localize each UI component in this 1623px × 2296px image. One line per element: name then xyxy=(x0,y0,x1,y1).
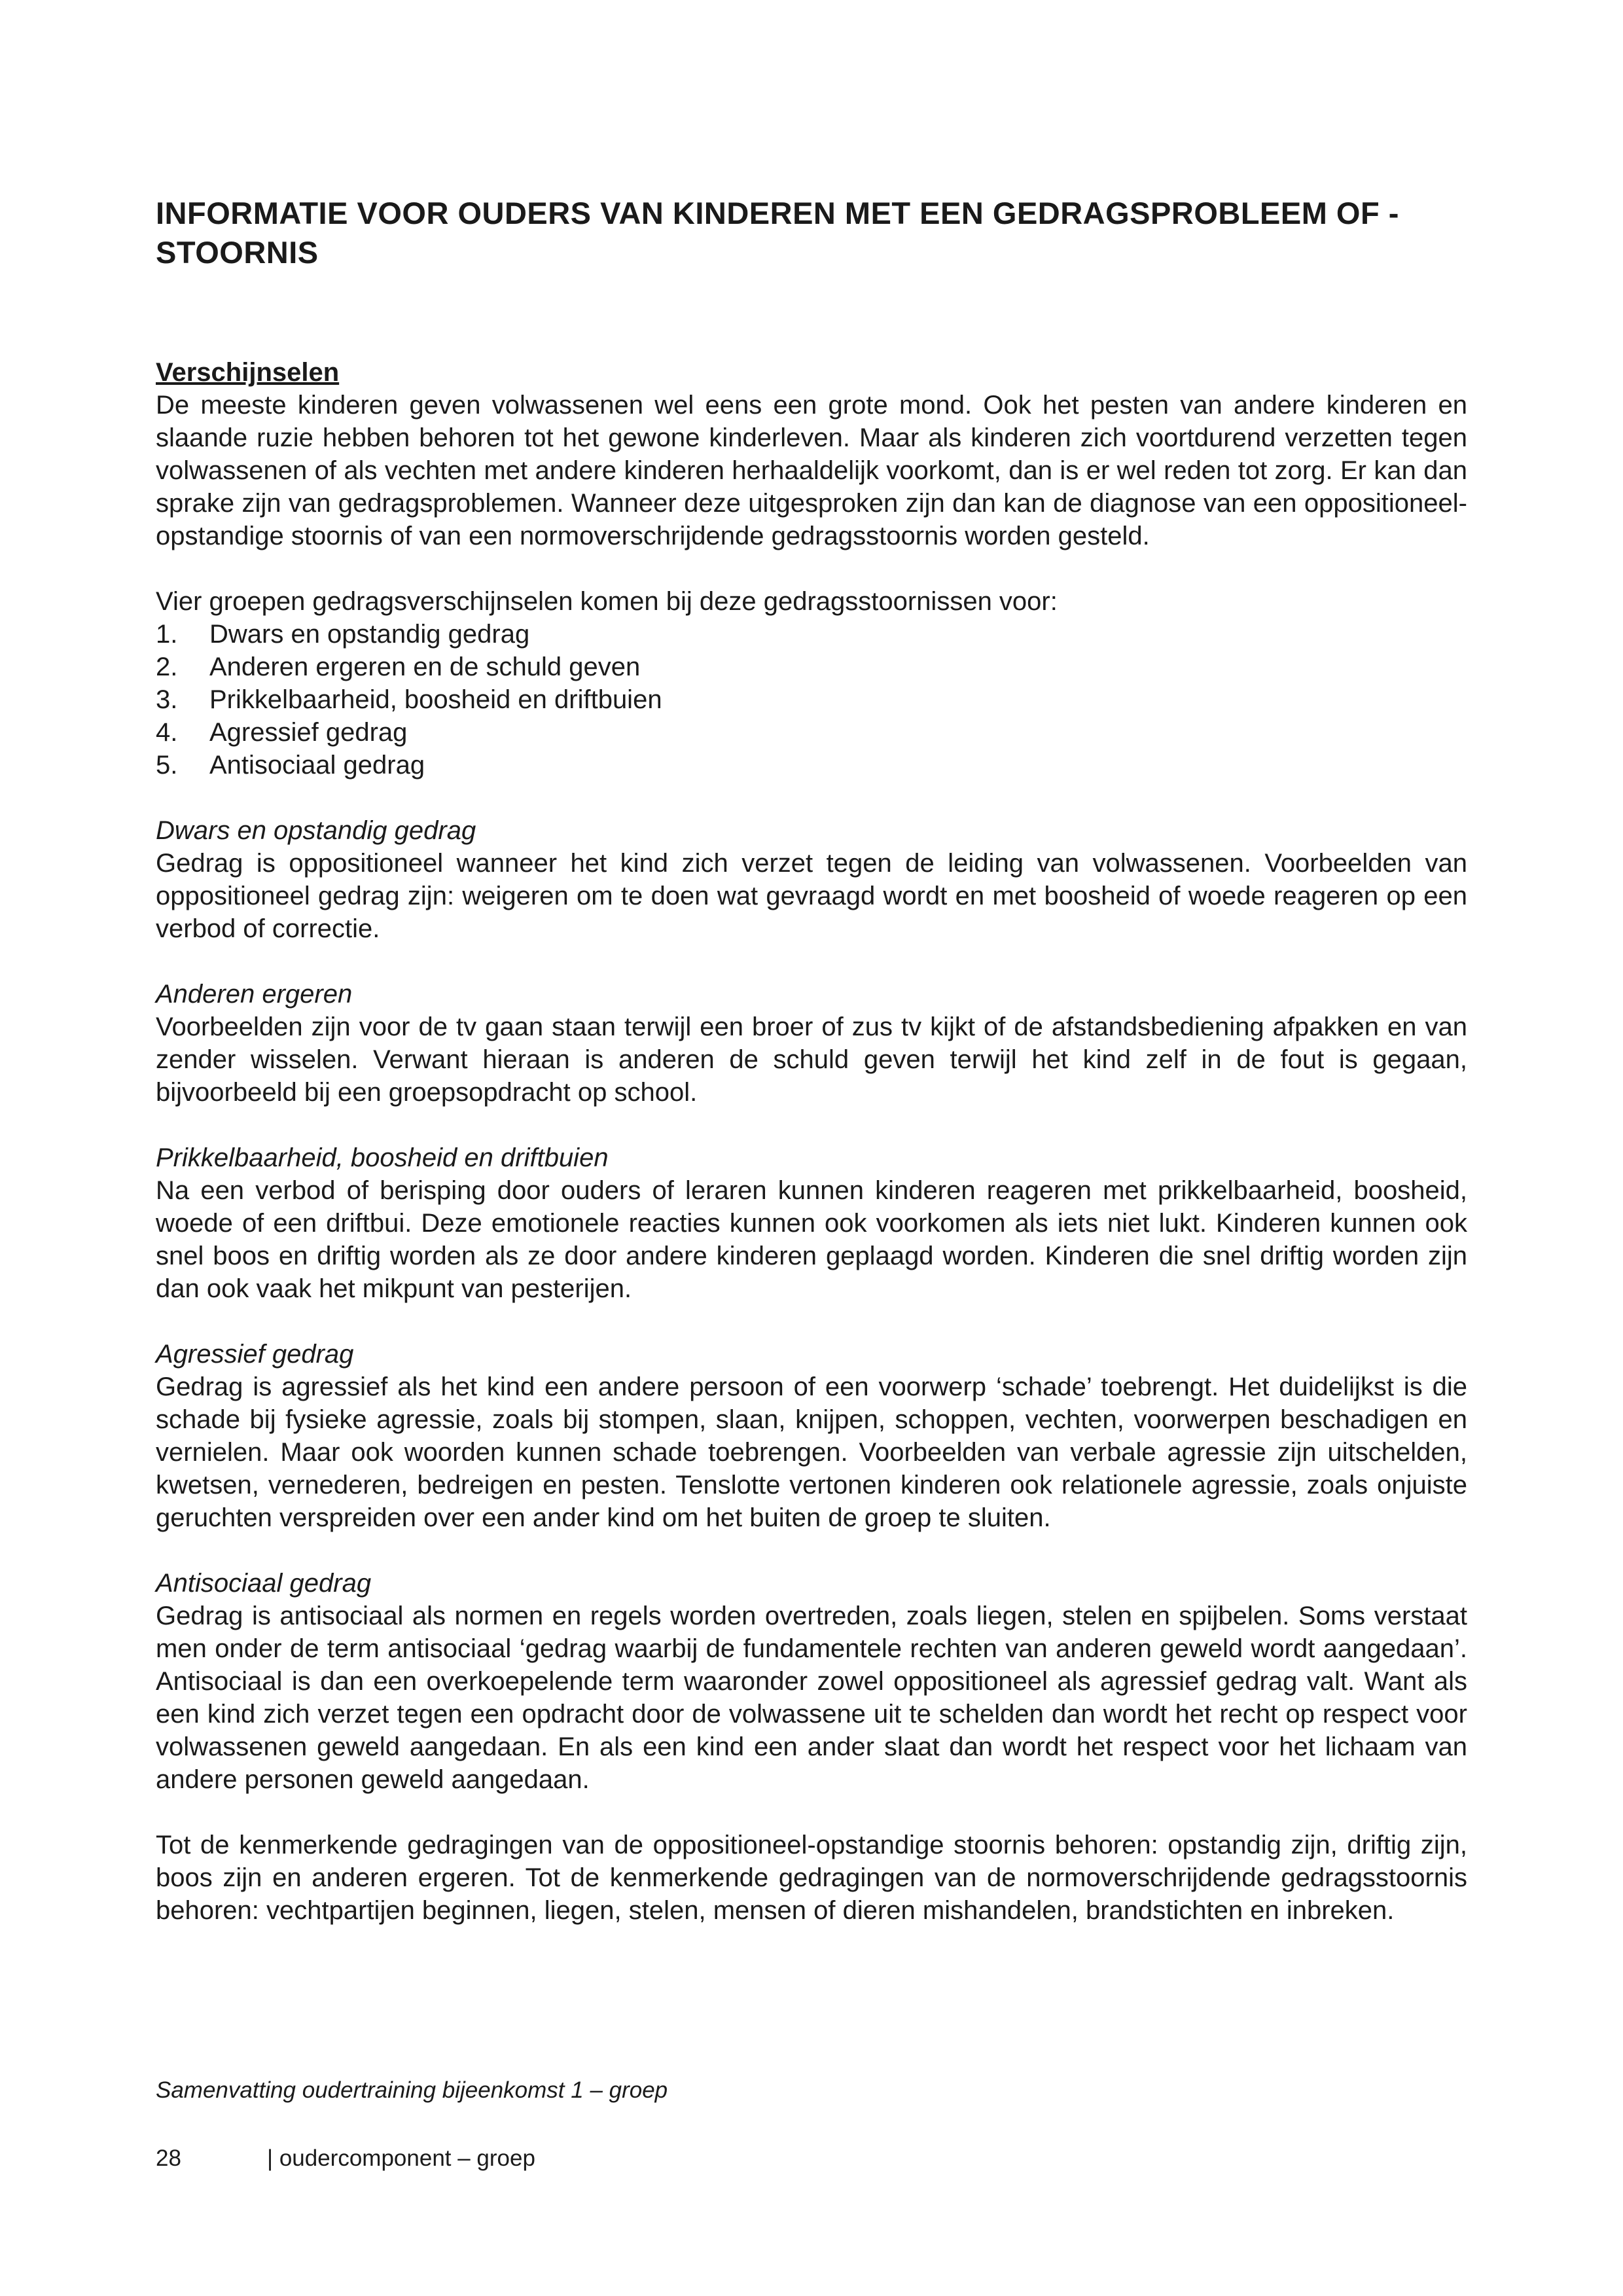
page-number: 28 xyxy=(156,2145,181,2171)
list-item-text: Dwars en opstandig gedrag xyxy=(209,620,530,649)
subsection-heading: Anderen ergeren xyxy=(156,980,353,1009)
list-item-number: 4. xyxy=(156,718,178,747)
subsection-body: Na een verbod of berisping door ouders of leraren kunnen kinderen reageren met prikkelbaarheid, boosheid, woede of een driftbui. Deze emotionele reacties kunnen ook voorkomen als iets niet lukt. Kinderen kunnen ook snel boos en driftig worden als ze door andere kinderen geplaagd worden. Kinderen die snel driftig worden zijn dan ook vaak het mikpunt van pesterijen. xyxy=(156,1176,1467,1303)
subsection-heading: Dwars en opstandig gedrag xyxy=(156,816,476,845)
subsection-antisociaal xyxy=(156,1567,1467,1796)
subsection-heading: Agressief gedrag xyxy=(156,1340,354,1369)
subsection-body: Voorbeelden zijn voor de tv gaan staan terwijl een broer of zus tv kijkt of de afstandsbediening afpakken en van zender wisselen. Verwant hieraan is anderen de schuld geven terwijl het kind zelf in de fout is gegaan, bijvoorbeeld bij een groepsopdracht op school. xyxy=(156,1013,1467,1107)
page-content xyxy=(156,194,1467,1927)
footer-section-label: | oudercomponent – groep xyxy=(267,2145,535,2171)
subsection-heading: Prikkelbaarheid, boosheid en driftbuien xyxy=(156,1143,609,1172)
list-item xyxy=(156,683,1467,716)
subsection-body: Gedrag is antisociaal als normen en regels worden overtreden, zoals liegen, stelen en spijbelen. Soms verstaat men onder de term antisociaal ‘gedrag waarbij de fundamentele rechten van anderen geweld wordt aangedaan’. Antisociaal is dan een overkoepelende term waaronder zowel oppositioneel als agressief gedrag valt. Want als een kind zich verzet tegen een opdracht door de volwassene uit te schelden dan wordt het recht op respect voor volwassenen geweld aangedaan. En als een kind een ander slaat dan wordt het respect voor het lichaam van andere personen geweld aangedaan. xyxy=(156,1602,1467,1794)
subsection-anderen-ergeren xyxy=(156,978,1467,1109)
subsection-heading: Antisociaal gedrag xyxy=(156,1569,372,1598)
closing-paragraph: Tot de kenmerkende gedragingen van de oppositioneel-opstandige stoornis behoren: opstandig zijn, driftig zijn, boos zijn en anderen ergeren. Tot de kenmerkende gedragingen van de normoverschrijdende gedragsstoornis behoren: vechtpartijen beginnen, liegen, stelen, mensen of dieren mishandelen, brandstichten en inbreken. xyxy=(156,1831,1467,1925)
list-item-number: 1. xyxy=(156,620,178,649)
list-item-number: 2. xyxy=(156,653,178,681)
document-body xyxy=(156,356,1467,1927)
list-item-number: 3. xyxy=(156,685,178,714)
subsection-body: Gedrag is agressief als het kind een andere persoon of een voorwerp ‘schade’ toebrengt. Het duidelijkst is die schade bij fysieke agressie, zoals bij stompen, slaan, knijpen, schoppen, vechten, voorwerpen beschadigen en vernielen. Maar ook woorden kunnen schade toebrengen. Voorbeelden van verbale agressie zijn uitschelden, kwetsen, vernederen, bedreigen en pesten. Tenslotte vertonen kinderen ook relationele agressie, zoals onjuiste geruchten verspreiden over een ander kind om het buiten de groep te sluiten. xyxy=(156,1372,1467,1532)
page-title: INFORMATIE VOOR OUDERS VAN KINDEREN MET EEN GEDRAGSPROBLEEM OF -STOORNIS xyxy=(156,196,1399,270)
footer-document-title: Samenvatting oudertraining bijeenkomst 1 – groep xyxy=(156,2077,668,2103)
subsection-body: Gedrag is oppositioneel wanneer het kind zich verzet tegen de leiding van volwassenen. Voorbeelden van oppositioneel gedrag zijn: weigeren om te doen wat gevraagd wordt en met boosheid of woede reageren op een verbod of correctie. xyxy=(156,849,1467,943)
list-item xyxy=(156,716,1467,749)
subsection-dwars xyxy=(156,814,1467,945)
list-item-text: Antisociaal gedrag xyxy=(209,751,425,780)
list-item xyxy=(156,618,1467,651)
section-heading: Verschijnselen xyxy=(156,358,340,387)
behavior-groups-list xyxy=(156,618,1467,781)
list-intro: Vier groepen gedragsverschijnselen komen bij deze gedragsstoornissen voor: xyxy=(156,587,1058,616)
list-item-text: Anderen ergeren en de schuld geven xyxy=(209,653,641,681)
list-item-number: 5. xyxy=(156,751,178,780)
subsection-prikkelbaarheid xyxy=(156,1141,1467,1305)
list-item-text: Agressief gedrag xyxy=(209,718,408,747)
list-item xyxy=(156,749,1467,781)
list-item-text: Prikkelbaarheid, boosheid en driftbuien xyxy=(209,685,662,714)
footer xyxy=(156,2144,535,2173)
subsection-agressief xyxy=(156,1338,1467,1534)
list-item xyxy=(156,651,1467,683)
intro-paragraph: De meeste kinderen geven volwassenen wel eens een grote mond. Ook het pesten van andere kinderen en slaande ruzie hebben behoren tot het gewone kinderleven. Maar als kinderen zich voortdurend verzetten tegen volwassenen of als vechten met andere kinderen herhaaldelijk voorkomt, dan is er wel reden tot zorg. Er kan dan sprake zijn van gedragsproblemen. Wanneer deze uitgesproken zijn dan kan de diagnose van een oppositioneel-opstandige stoornis of van een normoverschrijdende gedragsstoornis worden gesteld. xyxy=(156,391,1467,550)
